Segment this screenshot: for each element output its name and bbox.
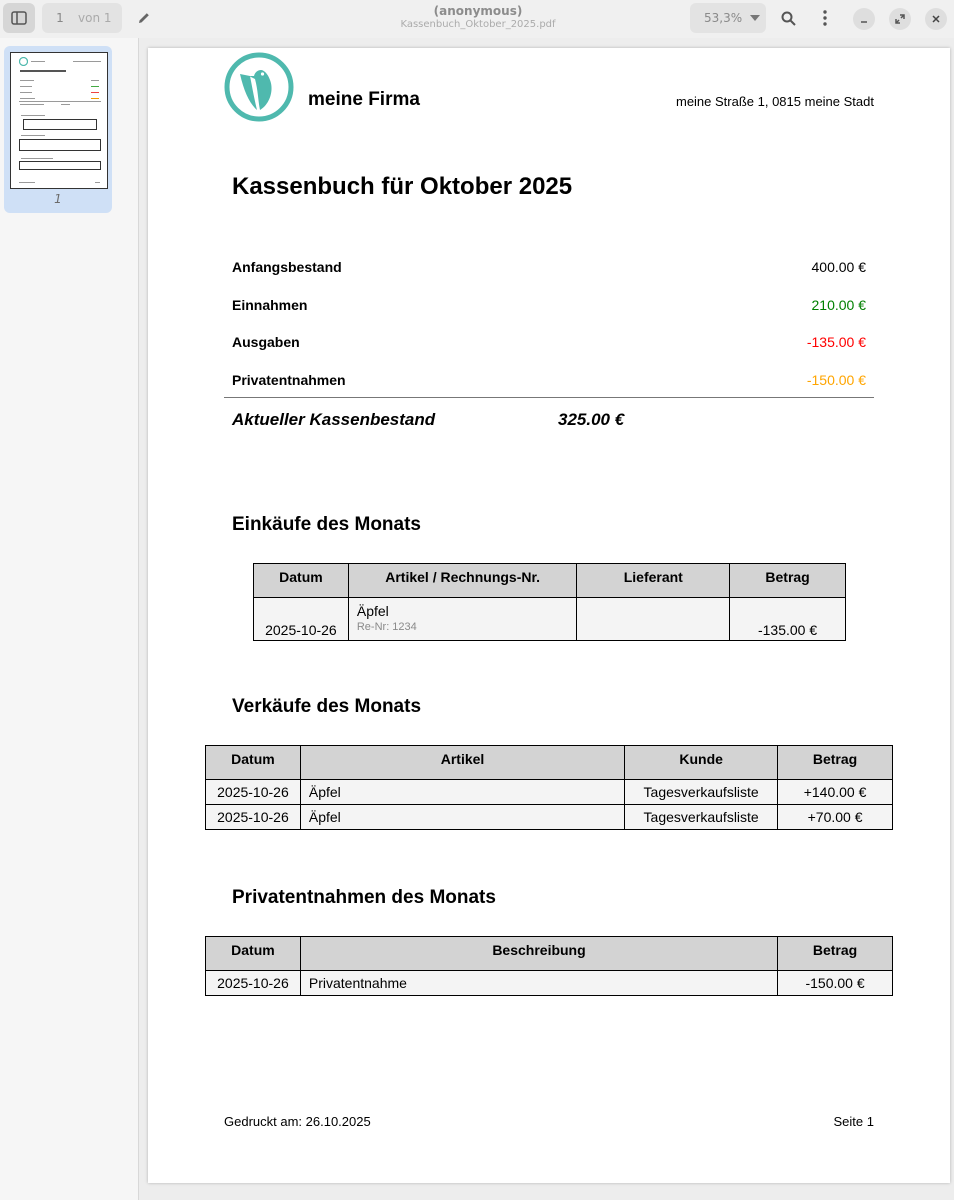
zoom-value: 53,3%: [704, 11, 743, 25]
cell-amount: +70.00 €: [778, 805, 893, 830]
thumb-line: [91, 98, 99, 99]
table-header-row: [206, 937, 893, 971]
cell-date: 2025-10-26: [206, 805, 301, 830]
chevron-down-icon: [750, 15, 760, 21]
column-header: Betrag: [730, 564, 846, 598]
search-button[interactable]: [773, 3, 803, 33]
summary-row-withdrawals: [232, 372, 866, 388]
logo-icon: [19, 57, 28, 66]
thumb-line: [95, 182, 100, 183]
withdrawals-heading: Privatentnahmen des Monats: [232, 887, 496, 908]
summary-row-income: [232, 297, 866, 313]
cell-date: 2025-10-26: [254, 598, 349, 641]
window-title: [300, 4, 656, 32]
summary-value: 210.00 €: [811, 297, 866, 313]
cell-item: Äpfel: [300, 805, 624, 830]
column-header: Lieferant: [577, 564, 730, 598]
cell-amount: -150.00 €: [778, 971, 893, 996]
column-header: Betrag: [778, 937, 893, 971]
column-header: Datum: [206, 746, 301, 780]
thumb-line: [21, 115, 45, 116]
thumb-table: [19, 139, 101, 151]
thumb-line: [20, 92, 32, 93]
cell-customer: Tagesverkaufsliste: [625, 780, 778, 805]
table-row: [206, 971, 893, 996]
thumb-line: [19, 182, 35, 183]
minimize-button[interactable]: [853, 8, 875, 30]
thumb-line: [21, 135, 45, 136]
thumb-line: [61, 104, 70, 105]
thumbnail-sidebar: [0, 38, 139, 1200]
more-vertical-icon: [823, 10, 827, 26]
column-header: Datum: [254, 564, 349, 598]
item-name: Äpfel: [356, 603, 389, 619]
company-address: meine Straße 1, 0815 meine Stadt: [675, 94, 874, 109]
summary-label: Ausgaben: [232, 334, 300, 350]
page-count-label: von 1: [78, 11, 112, 25]
page-number-input[interactable]: 1: [56, 11, 64, 25]
maximize-button[interactable]: [889, 8, 911, 30]
thumb-line: [20, 86, 32, 87]
document-page: [148, 48, 950, 1183]
thumbnail-page-number: 1: [54, 192, 62, 206]
document-heading: Kassenbuch für Oktober 2025: [232, 173, 573, 200]
header-bar: [0, 0, 954, 38]
table-header-row: [206, 746, 893, 780]
summary-label: Privatentnahmen: [232, 372, 346, 388]
close-icon: [932, 15, 940, 23]
sidebar-icon: [11, 11, 27, 25]
summary-label: Einnahmen: [232, 297, 308, 313]
table-header-row: [254, 564, 846, 598]
cell-date: 2025-10-26: [206, 780, 301, 805]
restore-icon: [895, 14, 905, 24]
summary-row-opening: [232, 259, 866, 275]
page-footer-number: Seite 1: [833, 1114, 874, 1129]
thumb-table: [23, 119, 97, 130]
document-filename: Kassenbuch_Oktober_2025.pdf: [400, 19, 556, 30]
balance-value: 325.00 €: [558, 410, 625, 429]
cell-supplier: [577, 598, 730, 641]
thumb-line: [20, 70, 66, 72]
thumb-line: [91, 86, 99, 87]
column-header: Betrag: [778, 746, 893, 780]
summary-divider: [224, 397, 874, 398]
cell-amount: +140.00 €: [778, 780, 893, 805]
thumb-line: [20, 104, 44, 105]
cell-amount: -135.00 €: [730, 598, 846, 641]
withdrawals-table: [205, 936, 893, 996]
thumb-table: [19, 161, 101, 170]
company-logo: [224, 52, 294, 122]
thumb-line: [31, 61, 45, 62]
cell-item: Äpfel: [300, 780, 624, 805]
cell-item: [348, 598, 577, 641]
summary-value: -150.00 €: [806, 372, 866, 388]
thumb-line: [20, 80, 34, 81]
close-button[interactable]: [925, 8, 947, 30]
thumb-line: [20, 98, 35, 99]
purchases-heading: Einkäufe des Monats: [232, 514, 421, 535]
purchases-table: [253, 563, 846, 641]
table-row: [206, 780, 893, 805]
cell-description: Privatentnahme: [300, 971, 777, 996]
table-row: [206, 805, 893, 830]
thumb-line: [73, 61, 101, 62]
pencil-icon: [137, 11, 151, 25]
thumb-line: [21, 158, 53, 159]
table-row: [254, 598, 846, 641]
thumb-line: [91, 92, 99, 93]
summary-value: -135.00 €: [806, 334, 866, 350]
printed-date: Gedruckt am: 26.10.2025: [224, 1114, 371, 1129]
minimize-icon: [860, 15, 868, 23]
invoice-number: Re-Nr: 1234: [356, 621, 417, 633]
company-name: meine Firma: [308, 89, 420, 110]
zoom-dropdown[interactable]: [690, 3, 766, 33]
column-header: Artikel / Rechnungs-Nr.: [348, 564, 577, 598]
summary-row-expenses: [232, 334, 866, 350]
annotate-button[interactable]: [128, 3, 160, 33]
sales-table: [205, 745, 893, 830]
column-header: Beschreibung: [300, 937, 777, 971]
column-header: Artikel: [300, 746, 624, 780]
page-number-field[interactable]: [42, 3, 122, 33]
sidebar-toggle-button[interactable]: [3, 3, 35, 33]
thumb-line: [91, 80, 99, 81]
summary-label: Anfangsbestand: [232, 259, 342, 275]
summary-value: 400.00 €: [811, 259, 866, 275]
menu-button[interactable]: [810, 3, 840, 33]
column-header: Datum: [206, 937, 301, 971]
cell-customer: Tagesverkaufsliste: [625, 805, 778, 830]
thumbnail-preview: [10, 52, 108, 189]
sales-heading: Verkäufe des Monats: [232, 696, 422, 717]
page-thumbnail[interactable]: [4, 46, 112, 213]
thumb-line: [19, 101, 101, 102]
balance-label: Aktueller Kassenbestand: [232, 410, 436, 429]
cell-date: 2025-10-26: [206, 971, 301, 996]
column-header: Kunde: [625, 746, 778, 780]
document-title: (anonymous): [433, 4, 523, 18]
search-icon: [781, 11, 796, 26]
